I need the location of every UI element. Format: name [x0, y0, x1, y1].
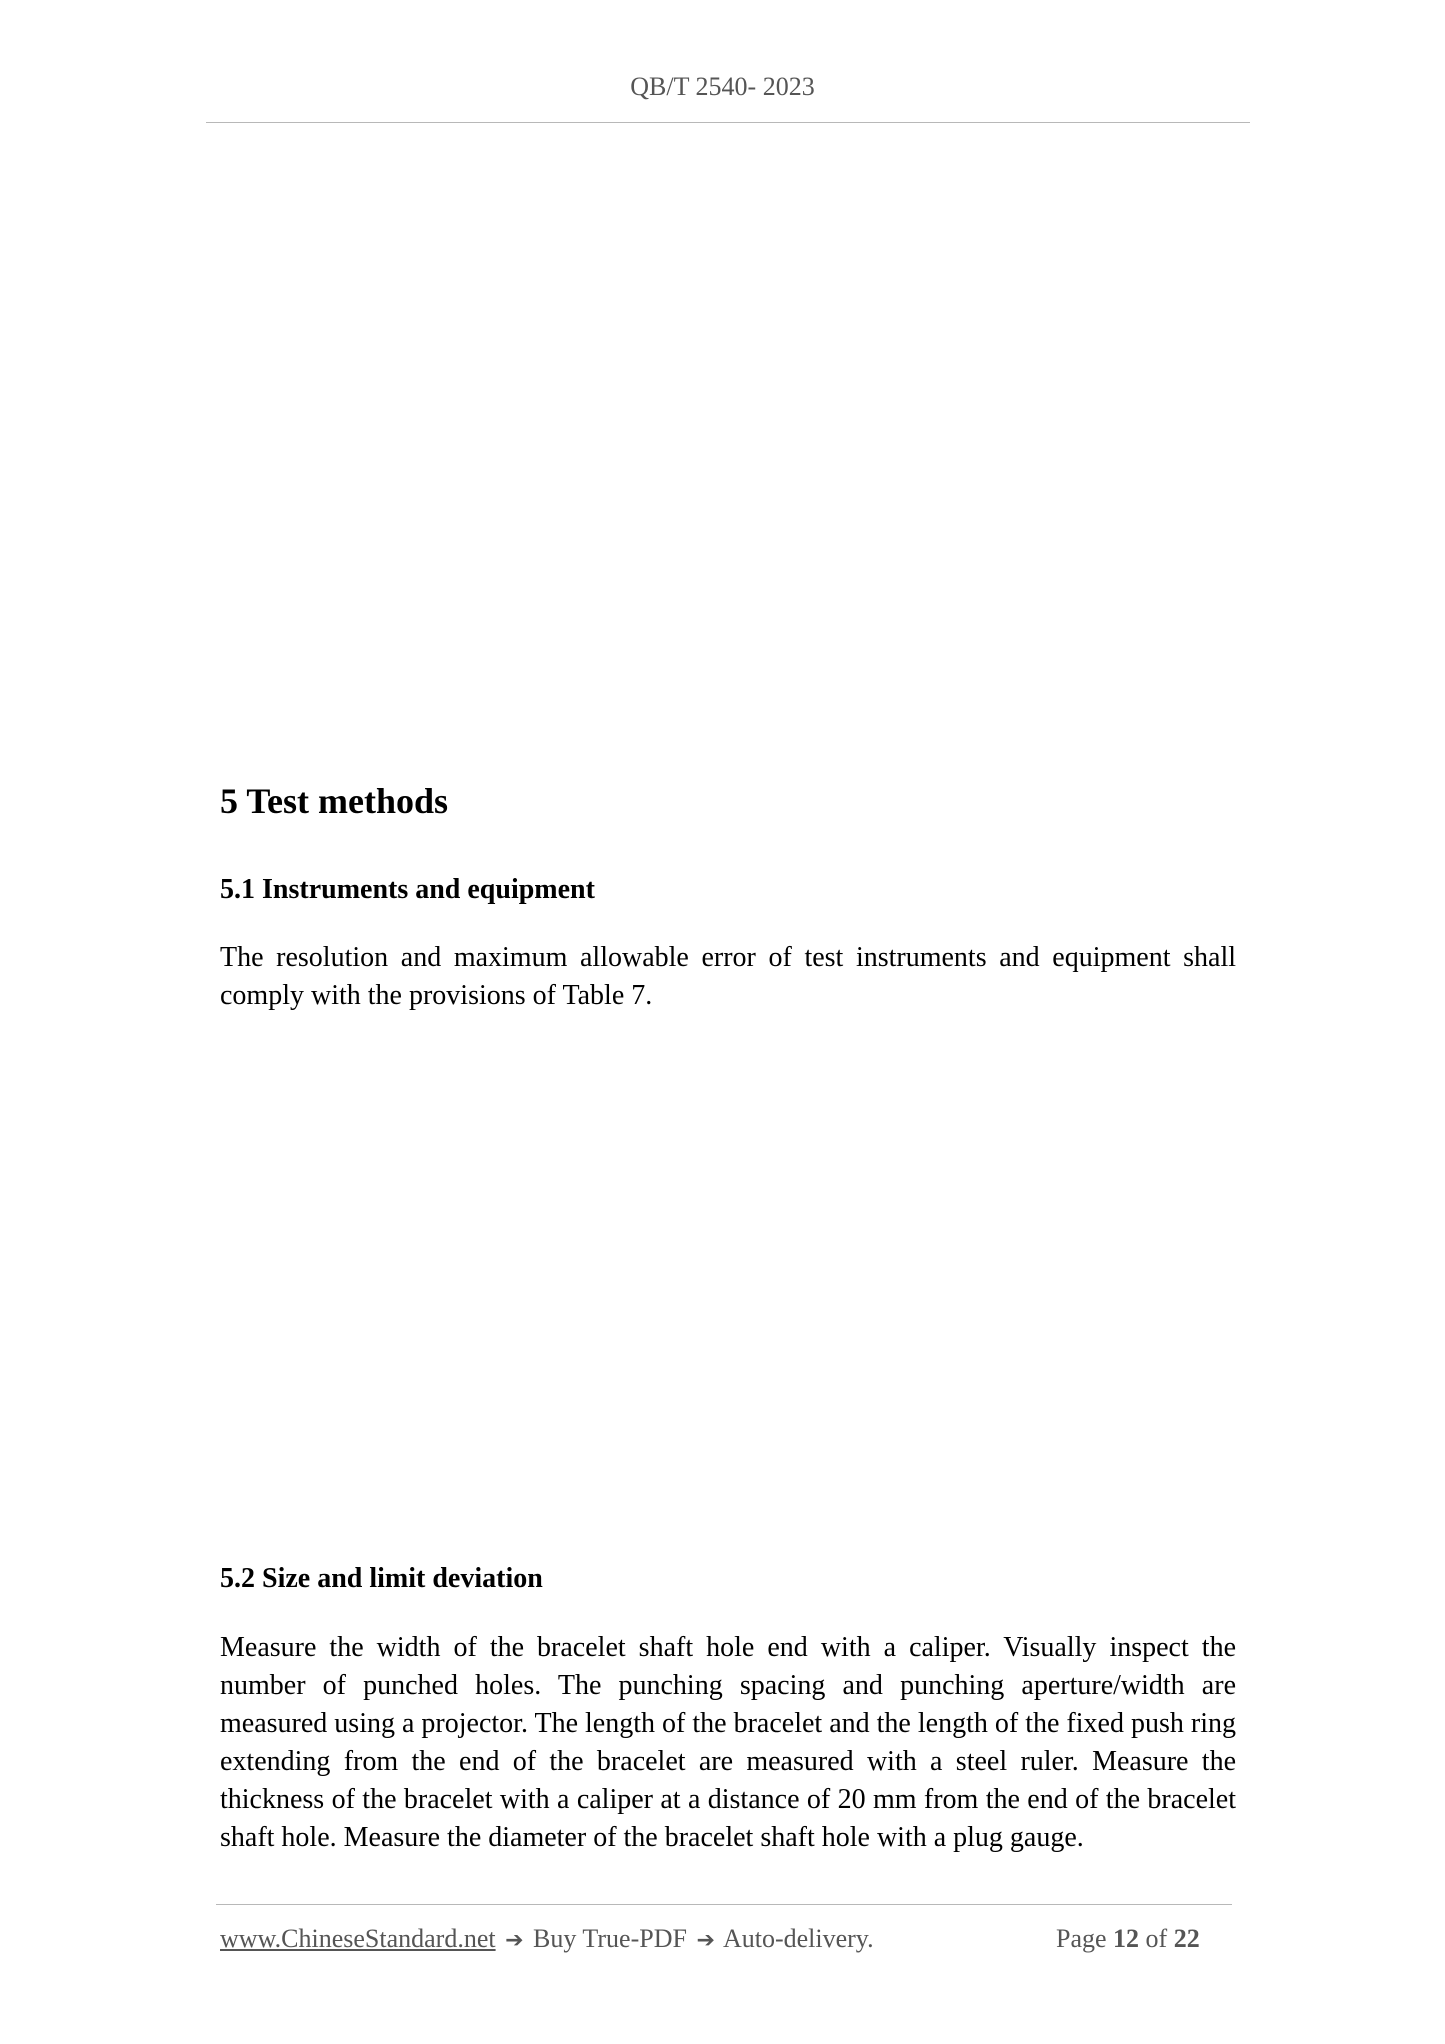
page-label: Page	[1056, 1924, 1107, 1953]
subsection-heading-5-1: 5.1 Instruments and equipment	[220, 874, 595, 905]
header-divider	[206, 122, 1250, 123]
arrow-right-icon: ➔	[505, 1928, 524, 1953]
of-label: of	[1145, 1924, 1168, 1953]
subsection-heading-5-2: 5.2 Size and limit deviation	[220, 1563, 543, 1594]
auto-delivery-text: Auto-delivery.	[722, 1924, 874, 1953]
section-title: 5 Test methods	[220, 781, 449, 821]
page-number	[1056, 1924, 1200, 1954]
footer-divider	[216, 1904, 1232, 1905]
website-link[interactable]: www.ChineseStandard.net	[220, 1924, 496, 1953]
paragraph-5-2: Measure the width of the bracelet shaft hole end with a caliper. Visually inspect the number of punched holes. The punching spacing and punching aperture/width are measured using a projector. The length of the bracelet and the length of the fixed push ring extending from the end of the bracelet are measured with a steel ruler. Measure the thickness of the bracelet with a caliper at a distance of 20 mm from the end of the bracelet shaft hole. Measure the diameter of the bracelet shaft hole with a plug gauge.	[220, 1632, 1236, 1853]
footer-promo	[220, 1924, 874, 1954]
arrow-right-icon: ➔	[696, 1928, 715, 1953]
current-page: 12	[1113, 1924, 1140, 1953]
paragraph-5-1: The resolution and maximum allowable error of test instruments and equipment shall comply with the provisions of Table 7.	[220, 942, 1236, 1011]
page-header: QB/T 2540- 2023	[630, 72, 815, 101]
total-pages: 22	[1173, 1924, 1200, 1953]
buy-true-pdf-text: Buy True-PDF	[533, 1924, 687, 1953]
